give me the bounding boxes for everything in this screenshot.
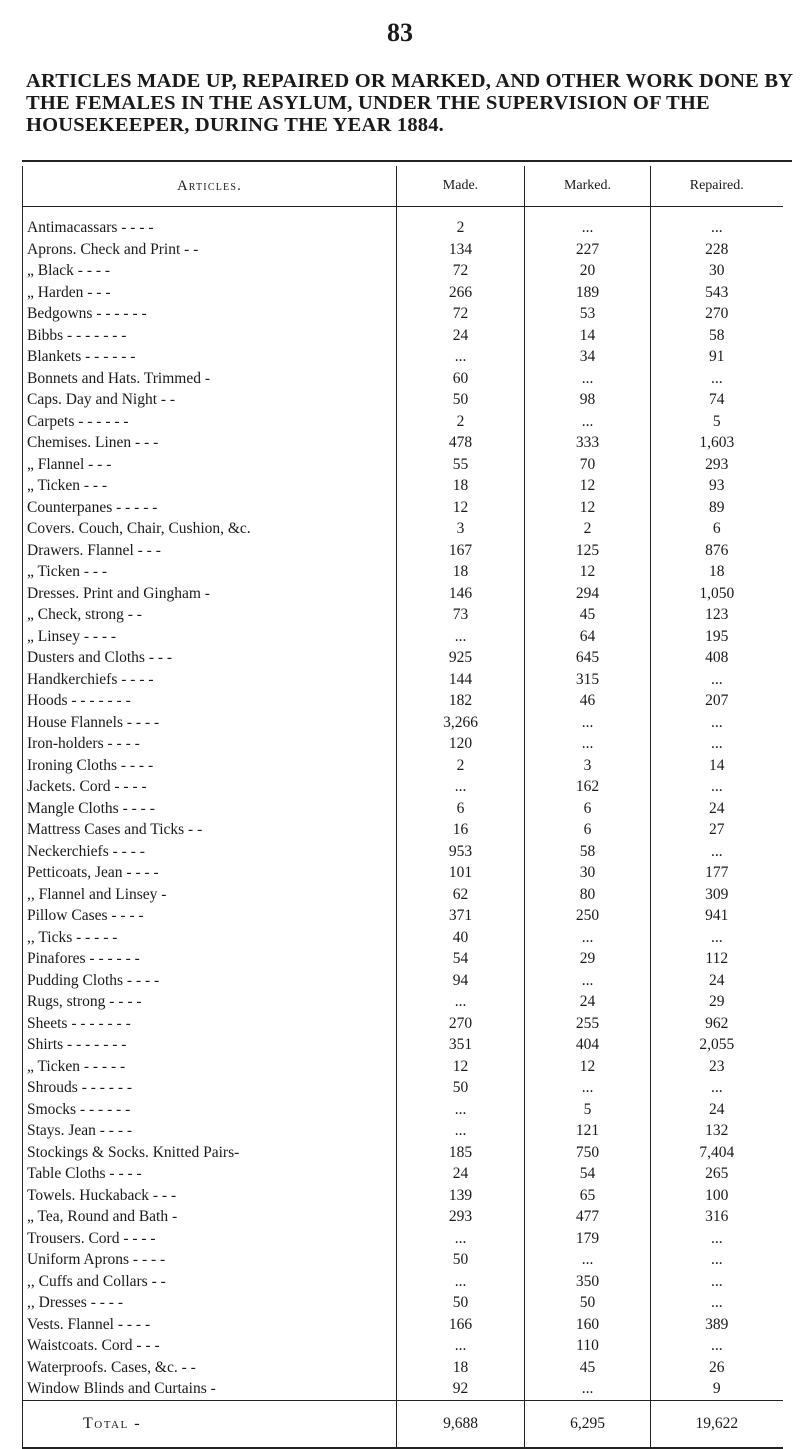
made-cell: 40 [397, 927, 525, 949]
made-cell: ... [397, 1099, 525, 1121]
article-cell: Rugs, strong - - - - [23, 991, 397, 1013]
table-row [23, 346, 783, 368]
marked-cell: 46 [525, 690, 651, 712]
article-cell: „ Harden - - - [23, 282, 397, 304]
repaired-cell: ... [651, 1077, 783, 1099]
marked-cell: 58 [525, 841, 651, 863]
repaired-cell: 74 [651, 389, 783, 411]
marked-cell: 350 [525, 1271, 651, 1293]
repaired-cell: 24 [651, 798, 783, 820]
made-cell: 270 [397, 1013, 525, 1035]
made-cell: 24 [397, 325, 525, 347]
repaired-cell: ... [651, 1249, 783, 1271]
marked-cell: 20 [525, 260, 651, 282]
made-cell: 18 [397, 1357, 525, 1379]
article-cell: „ Flannel - - - [23, 454, 397, 476]
made-cell: 925 [397, 647, 525, 669]
repaired-cell: 389 [651, 1314, 783, 1336]
marked-cell: ... [525, 927, 651, 949]
article-cell: Covers. Couch, Chair, Cushion, &c. [23, 518, 397, 540]
table-row [23, 540, 783, 562]
marked-cell: 189 [525, 282, 651, 304]
made-cell: 94 [397, 970, 525, 992]
article-cell: „ Ticken - - - [23, 561, 397, 583]
marked-cell: 24 [525, 991, 651, 1013]
marked-cell: 45 [525, 604, 651, 626]
made-cell: 478 [397, 432, 525, 454]
article-cell: Bonnets and Hats. Trimmed - [23, 368, 397, 390]
repaired-cell: 5 [651, 411, 783, 433]
made-cell: 185 [397, 1142, 525, 1164]
article-cell: ,, Dresses - - - - [23, 1292, 397, 1314]
made-cell: ... [397, 776, 525, 798]
article-cell: Shirts - - - - - - - [23, 1034, 397, 1056]
marked-cell: ... [525, 1378, 651, 1400]
made-cell: 92 [397, 1378, 525, 1400]
page-title: ARTICLES MADE UP, REPAIRED OR MARKED, AND OTHER WORK DONE BY THE FEMALES IN THE ASYLUM, UNDER THE SUPERVISION OF THE HOUSEKEEPER, DURING THE YEAR 1884. [26, 70, 793, 136]
made-cell: 139 [397, 1185, 525, 1207]
made-cell: ... [397, 1228, 525, 1250]
table-row [23, 260, 783, 282]
article-cell: Carpets - - - - - - [23, 411, 397, 433]
made-cell: 351 [397, 1034, 525, 1056]
marked-cell: 750 [525, 1142, 651, 1164]
repaired-cell: ... [651, 1335, 783, 1357]
made-cell: 54 [397, 948, 525, 970]
marked-cell: 12 [525, 475, 651, 497]
articles-table [22, 166, 783, 1449]
made-cell: 293 [397, 1206, 525, 1228]
marked-cell: 45 [525, 1357, 651, 1379]
marked-cell: 3 [525, 755, 651, 777]
article-cell: Neckerchiefs - - - - [23, 841, 397, 863]
repaired-cell: 91 [651, 346, 783, 368]
repaired-cell: 112 [651, 948, 783, 970]
article-cell: Vests. Flannel - - - - [23, 1314, 397, 1336]
repaired-cell: 132 [651, 1120, 783, 1142]
table-row [23, 604, 783, 626]
repaired-cell: 1,603 [651, 432, 783, 454]
table-row [23, 475, 783, 497]
made-cell: 72 [397, 303, 525, 325]
marked-cell: 65 [525, 1185, 651, 1207]
article-cell: „ Check, strong - - [23, 604, 397, 626]
marked-cell: 250 [525, 905, 651, 927]
article-cell: „ Tea, Round and Bath - [23, 1206, 397, 1228]
repaired-cell: 1,050 [651, 583, 783, 605]
marked-cell: 477 [525, 1206, 651, 1228]
repaired-cell: ... [651, 927, 783, 949]
made-cell: 146 [397, 583, 525, 605]
article-cell: Table Cloths - - - - [23, 1163, 397, 1185]
marked-cell: 12 [525, 497, 651, 519]
made-cell: 120 [397, 733, 525, 755]
repaired-cell: ... [651, 712, 783, 734]
article-cell: Sheets - - - - - - - [23, 1013, 397, 1035]
table-row [23, 454, 783, 476]
marked-cell: ... [525, 1249, 651, 1271]
repaired-cell: 408 [651, 647, 783, 669]
made-cell: 18 [397, 561, 525, 583]
made-cell: ... [397, 991, 525, 1013]
repaired-cell: 9 [651, 1378, 783, 1400]
marked-cell: 80 [525, 884, 651, 906]
repaired-cell: 228 [651, 239, 783, 261]
made-cell: 167 [397, 540, 525, 562]
table-row [23, 755, 783, 777]
article-cell: Dresses. Print and Gingham - [23, 583, 397, 605]
total-row [23, 1400, 783, 1448]
marked-cell: 70 [525, 454, 651, 476]
repaired-cell: 265 [651, 1163, 783, 1185]
made-cell: 16 [397, 819, 525, 841]
table-row [23, 1206, 783, 1228]
table-row [23, 1185, 783, 1207]
marked-cell: 294 [525, 583, 651, 605]
made-cell: 2 [397, 207, 525, 239]
marked-cell: 162 [525, 776, 651, 798]
table-row [23, 411, 783, 433]
article-cell: House Flannels - - - - [23, 712, 397, 734]
article-cell: Petticoats, Jean - - - - [23, 862, 397, 884]
article-cell: Aprons. Check and Print - - [23, 239, 397, 261]
table-row [23, 1314, 783, 1336]
table-row [23, 991, 783, 1013]
marked-cell: 333 [525, 432, 651, 454]
repaired-cell: ... [651, 1271, 783, 1293]
made-cell: 24 [397, 1163, 525, 1185]
table-row [23, 1099, 783, 1121]
repaired-cell: 2,055 [651, 1034, 783, 1056]
repaired-cell: 29 [651, 991, 783, 1013]
made-cell: 12 [397, 1056, 525, 1078]
total-label: Total - [23, 1400, 397, 1448]
marked-cell: 121 [525, 1120, 651, 1142]
article-cell: „ Ticken - - - [23, 475, 397, 497]
repaired-cell: 177 [651, 862, 783, 884]
article-cell: Smocks - - - - - - [23, 1099, 397, 1121]
repaired-cell: ... [651, 207, 783, 239]
table-row [23, 1034, 783, 1056]
repaired-cell: 6 [651, 518, 783, 540]
article-cell: ,, Ticks - - - - - [23, 927, 397, 949]
made-cell: ... [397, 1335, 525, 1357]
table-row [23, 432, 783, 454]
repaired-cell: 207 [651, 690, 783, 712]
repaired-cell: 195 [651, 626, 783, 648]
repaired-cell: 270 [651, 303, 783, 325]
marked-cell: 12 [525, 1056, 651, 1078]
article-cell: „ Ticken - - - - - [23, 1056, 397, 1078]
header-articles: Articles. [23, 166, 397, 207]
article-cell: Antimacassars - - - - [23, 207, 397, 239]
table-row [23, 1335, 783, 1357]
article-cell: Hoods - - - - - - - [23, 690, 397, 712]
repaired-cell: 309 [651, 884, 783, 906]
made-cell: 18 [397, 475, 525, 497]
marked-cell: 12 [525, 561, 651, 583]
table-row [23, 239, 783, 261]
article-cell: Chemises. Linen - - - [23, 432, 397, 454]
article-cell: Pudding Cloths - - - - [23, 970, 397, 992]
made-cell: 101 [397, 862, 525, 884]
article-cell: Caps. Day and Night - - [23, 389, 397, 411]
header-row [23, 166, 783, 207]
marked-cell: 50 [525, 1292, 651, 1314]
table-row [23, 1271, 783, 1293]
repaired-cell: 876 [651, 540, 783, 562]
repaired-cell: 123 [651, 604, 783, 626]
marked-cell: 160 [525, 1314, 651, 1336]
marked-cell: ... [525, 1077, 651, 1099]
article-cell: Stockings & Socks. Knitted Pairs- [23, 1142, 397, 1164]
made-cell: 50 [397, 389, 525, 411]
made-cell: 50 [397, 1077, 525, 1099]
title-rule [22, 160, 792, 162]
article-cell: Iron-holders - - - - [23, 733, 397, 755]
repaired-cell: 18 [651, 561, 783, 583]
table-row [23, 1357, 783, 1379]
repaired-cell: 316 [651, 1206, 783, 1228]
total-repaired: 19,622 [651, 1400, 783, 1448]
marked-cell: ... [525, 368, 651, 390]
marked-cell: 53 [525, 303, 651, 325]
repaired-cell: 26 [651, 1357, 783, 1379]
marked-cell: 6 [525, 798, 651, 820]
article-cell: Waterproofs. Cases, &c. - - [23, 1357, 397, 1379]
repaired-cell: 100 [651, 1185, 783, 1207]
repaired-cell: ... [651, 368, 783, 390]
article-cell: „ Black - - - - [23, 260, 397, 282]
table-row [23, 1228, 783, 1250]
repaired-cell: ... [651, 733, 783, 755]
marked-cell: 179 [525, 1228, 651, 1250]
marked-cell: 29 [525, 948, 651, 970]
article-cell: Towels. Huckaback - - - [23, 1185, 397, 1207]
article-cell: Shrouds - - - - - - [23, 1077, 397, 1099]
made-cell: ... [397, 1271, 525, 1293]
article-cell: Stays. Jean - - - - [23, 1120, 397, 1142]
made-cell: 3 [397, 518, 525, 540]
table-row [23, 948, 783, 970]
made-cell: 50 [397, 1249, 525, 1271]
table-row [23, 862, 783, 884]
article-cell: Bedgowns - - - - - - [23, 303, 397, 325]
marked-cell: ... [525, 712, 651, 734]
total-marked: 6,295 [525, 1400, 651, 1448]
table-row [23, 1292, 783, 1314]
table-body [23, 207, 783, 1401]
table-row [23, 325, 783, 347]
marked-cell: 315 [525, 669, 651, 691]
article-cell: ,, Cuffs and Collars - - [23, 1271, 397, 1293]
total-made: 9,688 [397, 1400, 525, 1448]
table-row [23, 841, 783, 863]
made-cell: 144 [397, 669, 525, 691]
article-cell: Ironing Cloths - - - - [23, 755, 397, 777]
header-made: Made. [397, 166, 525, 207]
repaired-cell: 24 [651, 970, 783, 992]
marked-cell: 404 [525, 1034, 651, 1056]
article-cell: ,, Flannel and Linsey - [23, 884, 397, 906]
marked-cell: 64 [525, 626, 651, 648]
article-cell: Bibbs - - - - - - - [23, 325, 397, 347]
table-row [23, 905, 783, 927]
table-row [23, 927, 783, 949]
repaired-cell: 23 [651, 1056, 783, 1078]
article-cell: Pinafores - - - - - - [23, 948, 397, 970]
repaired-cell: ... [651, 1292, 783, 1314]
table-row [23, 776, 783, 798]
made-cell: 72 [397, 260, 525, 282]
table-row [23, 647, 783, 669]
made-cell: 166 [397, 1314, 525, 1336]
table-row [23, 1249, 783, 1271]
table-row [23, 819, 783, 841]
repaired-cell: 58 [651, 325, 783, 347]
made-cell: 60 [397, 368, 525, 390]
marked-cell: 110 [525, 1335, 651, 1357]
marked-cell: 255 [525, 1013, 651, 1035]
made-cell: 62 [397, 884, 525, 906]
made-cell: 2 [397, 411, 525, 433]
marked-cell: 125 [525, 540, 651, 562]
repaired-cell: 93 [651, 475, 783, 497]
table-row [23, 690, 783, 712]
marked-cell: ... [525, 411, 651, 433]
article-cell: Window Blinds and Curtains - [23, 1378, 397, 1400]
made-cell: 371 [397, 905, 525, 927]
repaired-cell: 89 [651, 497, 783, 519]
made-cell: 55 [397, 454, 525, 476]
marked-cell: 54 [525, 1163, 651, 1185]
made-cell: 182 [397, 690, 525, 712]
table-row [23, 798, 783, 820]
repaired-cell: 14 [651, 755, 783, 777]
table-row [23, 733, 783, 755]
made-cell: 6 [397, 798, 525, 820]
table-row [23, 626, 783, 648]
table-row [23, 282, 783, 304]
article-cell: Uniform Aprons - - - - [23, 1249, 397, 1271]
table-row [23, 389, 783, 411]
table-row [23, 884, 783, 906]
marked-cell: 14 [525, 325, 651, 347]
marked-cell: ... [525, 733, 651, 755]
made-cell: 2 [397, 755, 525, 777]
repaired-cell: ... [651, 841, 783, 863]
repaired-cell: ... [651, 1228, 783, 1250]
made-cell: 953 [397, 841, 525, 863]
table-row [23, 1142, 783, 1164]
marked-cell: 227 [525, 239, 651, 261]
header-marked: Marked. [525, 166, 651, 207]
marked-cell: 5 [525, 1099, 651, 1121]
article-cell: Counterpanes - - - - - [23, 497, 397, 519]
made-cell: 266 [397, 282, 525, 304]
article-cell: Mattress Cases and Ticks - - [23, 819, 397, 841]
repaired-cell: 24 [651, 1099, 783, 1121]
article-cell: Pillow Cases - - - - [23, 905, 397, 927]
marked-cell: 6 [525, 819, 651, 841]
marked-cell: ... [525, 207, 651, 239]
table-row [23, 583, 783, 605]
marked-cell: 34 [525, 346, 651, 368]
made-cell: ... [397, 1120, 525, 1142]
table-row [23, 1013, 783, 1035]
made-cell: 73 [397, 604, 525, 626]
article-cell: Waistcoats. Cord - - - [23, 1335, 397, 1357]
article-cell: Dusters and Cloths - - - [23, 647, 397, 669]
table-row [23, 518, 783, 540]
table-row [23, 368, 783, 390]
page-number: 83 [387, 18, 413, 47]
table-row [23, 1163, 783, 1185]
marked-cell: 30 [525, 862, 651, 884]
repaired-cell: ... [651, 776, 783, 798]
made-cell: ... [397, 346, 525, 368]
made-cell: 3,266 [397, 712, 525, 734]
table-row [23, 1120, 783, 1142]
table-row [23, 1077, 783, 1099]
article-cell: Mangle Cloths - - - - [23, 798, 397, 820]
article-cell: Trousers. Cord - - - - [23, 1228, 397, 1250]
table-row [23, 1378, 783, 1400]
article-cell: Jackets. Cord - - - - [23, 776, 397, 798]
marked-cell: ... [525, 970, 651, 992]
repaired-cell: ... [651, 669, 783, 691]
repaired-cell: 962 [651, 1013, 783, 1035]
repaired-cell: 30 [651, 260, 783, 282]
article-cell: Handkerchiefs - - - - [23, 669, 397, 691]
repaired-cell: 543 [651, 282, 783, 304]
repaired-cell: 27 [651, 819, 783, 841]
marked-cell: 645 [525, 647, 651, 669]
article-cell: „ Linsey - - - - [23, 626, 397, 648]
header-repaired: Repaired. [651, 166, 783, 207]
made-cell: 50 [397, 1292, 525, 1314]
article-cell: Blankets - - - - - - [23, 346, 397, 368]
made-cell: 12 [397, 497, 525, 519]
table-row [23, 712, 783, 734]
table-row [23, 497, 783, 519]
table-row [23, 561, 783, 583]
table-row [23, 1056, 783, 1078]
table-row [23, 303, 783, 325]
table-row [23, 669, 783, 691]
article-cell: Drawers. Flannel - - - [23, 540, 397, 562]
made-cell: 134 [397, 239, 525, 261]
repaired-cell: 293 [651, 454, 783, 476]
table-row [23, 970, 783, 992]
table-row [23, 207, 783, 239]
made-cell: ... [397, 626, 525, 648]
marked-cell: 2 [525, 518, 651, 540]
repaired-cell: 7,404 [651, 1142, 783, 1164]
repaired-cell: 941 [651, 905, 783, 927]
marked-cell: 98 [525, 389, 651, 411]
